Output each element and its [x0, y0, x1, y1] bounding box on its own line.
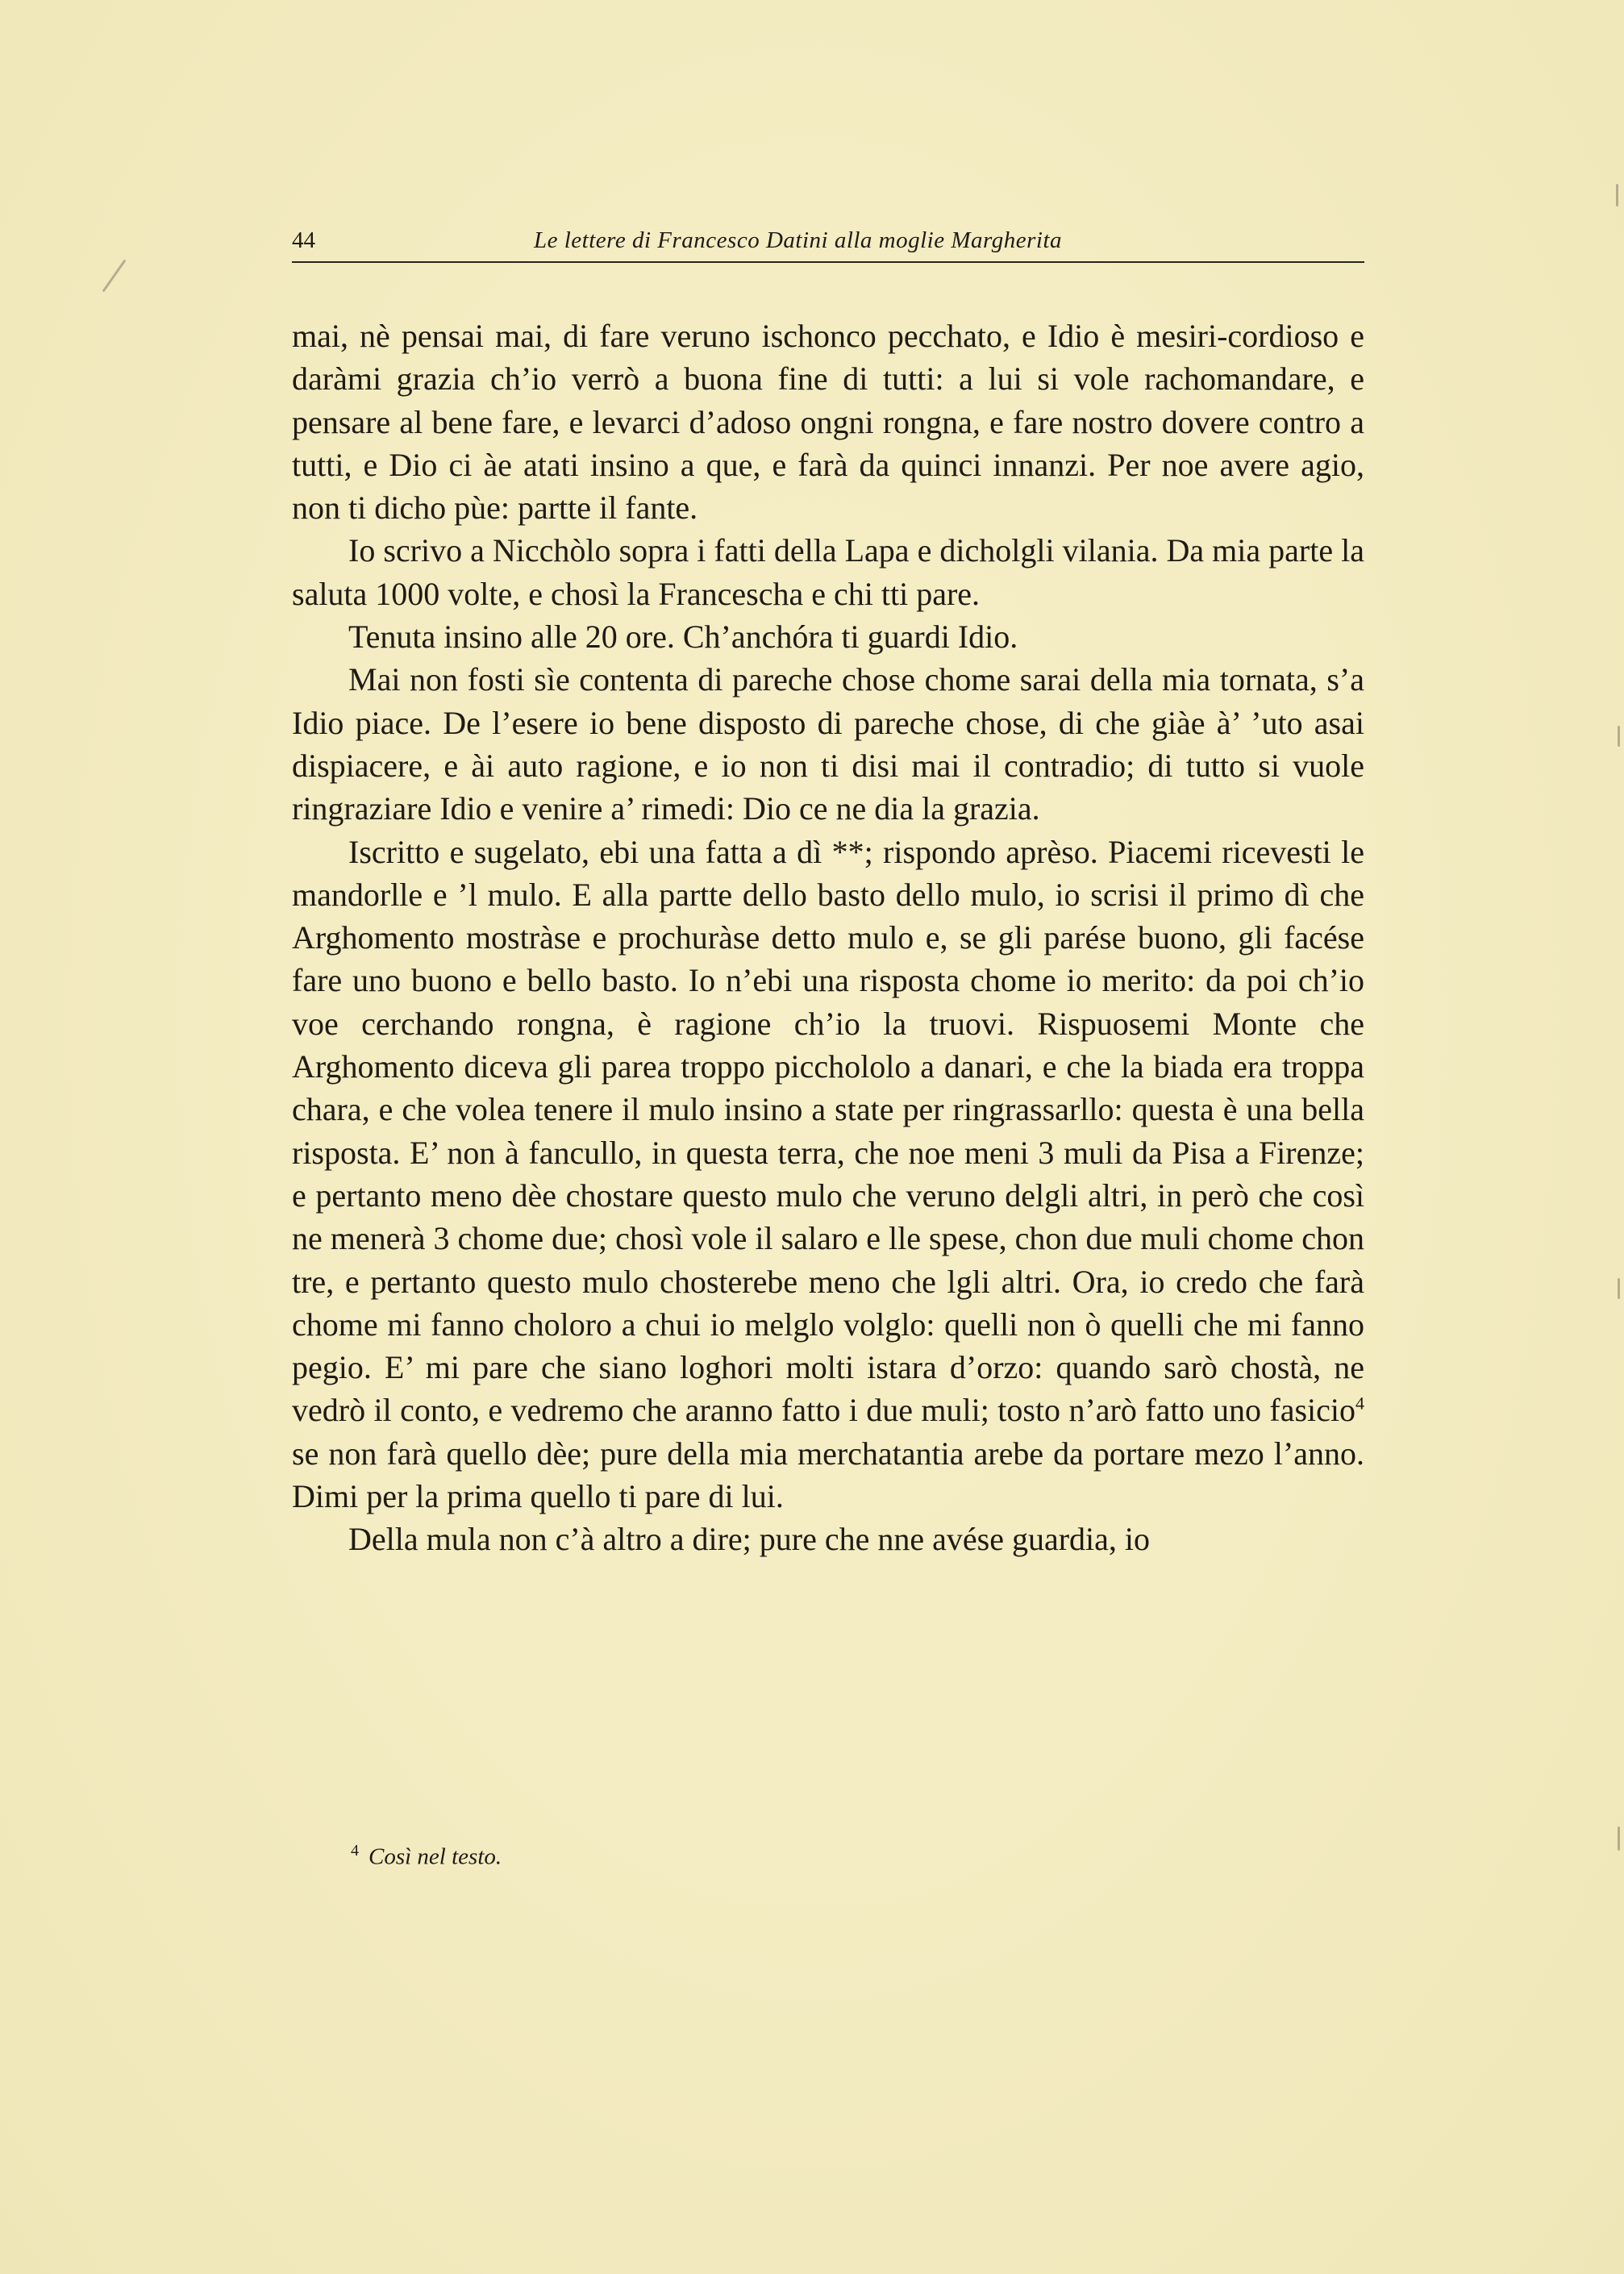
footnote-number: 4	[351, 1842, 359, 1860]
paragraph-5-text-b: se non farà quello dèe; pure della mia merchatantia arebe da portare mezo l’anno. Dimi per la prima quello ti pare di lui.	[292, 1435, 1364, 1515]
paragraph-5	[292, 831, 1364, 1518]
scan-edge-mark	[1618, 1826, 1620, 1851]
scan-edge-mark	[1618, 726, 1620, 747]
running-title: Le lettere di Francesco Datini alla moglie Margherita	[534, 227, 1062, 253]
scan-edge-mark	[1618, 1278, 1620, 1299]
paragraph-1: mai, nè pensai mai, di fare veruno ischonco pecchato, e Idio è mesiri-cordioso e daràmi grazia ch’io verrò a buona fine di tutti: a lui si vole rachomandare, e pensare al bene fare, e levarci d’adoso ongni rongna, e fare nostro dovere contro a tutti, e Dio ci àe atati insino a que, e farà da quinci innanzi. Per noe avere agio, non ti dicho pùe: partte il fante.	[292, 318, 1364, 527]
scan-edge-mark	[102, 259, 127, 292]
paragraph-6: Della mula non c’à altro a dire; pure che nne avése guardia, io	[348, 1521, 1151, 1558]
letter-body	[292, 314, 1364, 1561]
paragraph-2: Io scrivo a Nicchòlo sopra i fatti della Lapa e dicholgli vilania. Da mia parte la saluta 1000 volte, e chosì la Francescha e chi tti pare.	[292, 532, 1364, 612]
footnote-reference: 4	[1355, 1393, 1364, 1414]
running-header	[292, 224, 1364, 263]
paragraph-4: Mai non fosti sìe contenta di pareche chose chome sarai della mia tornata, s’a Idio piace. De l’esere io bene disposto di pareche chose, di che giàe à’ ’uto asai dispiacere, e ài auto ragione, e io non ti disi mai il contradio; di tutto si vuole ringraziare Idio e venire a’ rimedi: Dio ce ne dia la grazia.	[292, 661, 1364, 827]
paragraph-5-text-a: Iscritto e sugelato, ebi una fatta a dì **; rispondo aprèso. Piacemi ricevesti le mandorlle e ’l mulo. E alla partte dello basto dello mulo, io scrisi il primo dì che Arghomento mostràse e prochuràse detto mulo e, se gli parése buono, gli facése fare uno buono e bello basto. Io n’ebi una risposta chome io merito: da poi ch’io voe cerchando rongna, è ragione ch’io la truovi. Rispuosemi Monte che Arghomento diceva gli parea troppo picchololo a danari, e che la biada era troppa chara, e che volea tenere il mulo insino a state per ringrassarllo: questa è una bella risposta. E’ non à fancullo, in questa terra, che noe meni 3 muli da Pisa a Firenze; e pertanto meno dèe chostare questo mulo che veruno delgli altri, in però che così ne menerà 3 chome due; chosì vole il salaro e lle spese, chon due muli chome chon tre, e pertanto questo mulo chosterebe meno che lgli altri. Ora, io credo che farà chome mi fanno choloro a chui io melglo volglo: quelli non ò quelli che mi fanno pegio. E’ mi pare che siano loghori molti istara d’orzo: quando sarò chostà, ne vedrò il conto, e vedremo che aranno fatto i due muli; tosto n’arò fatto uno fasicio	[292, 833, 1364, 1429]
paragraph-3: Tenuta insino alle 20 ore. Ch’anchóra ti guardi Idio.	[348, 618, 1018, 656]
footnote	[351, 1835, 502, 1873]
footnote-text: Così nel testo.	[369, 1843, 502, 1870]
scan-edge-mark	[1616, 184, 1618, 206]
page-number: 44	[292, 227, 315, 253]
